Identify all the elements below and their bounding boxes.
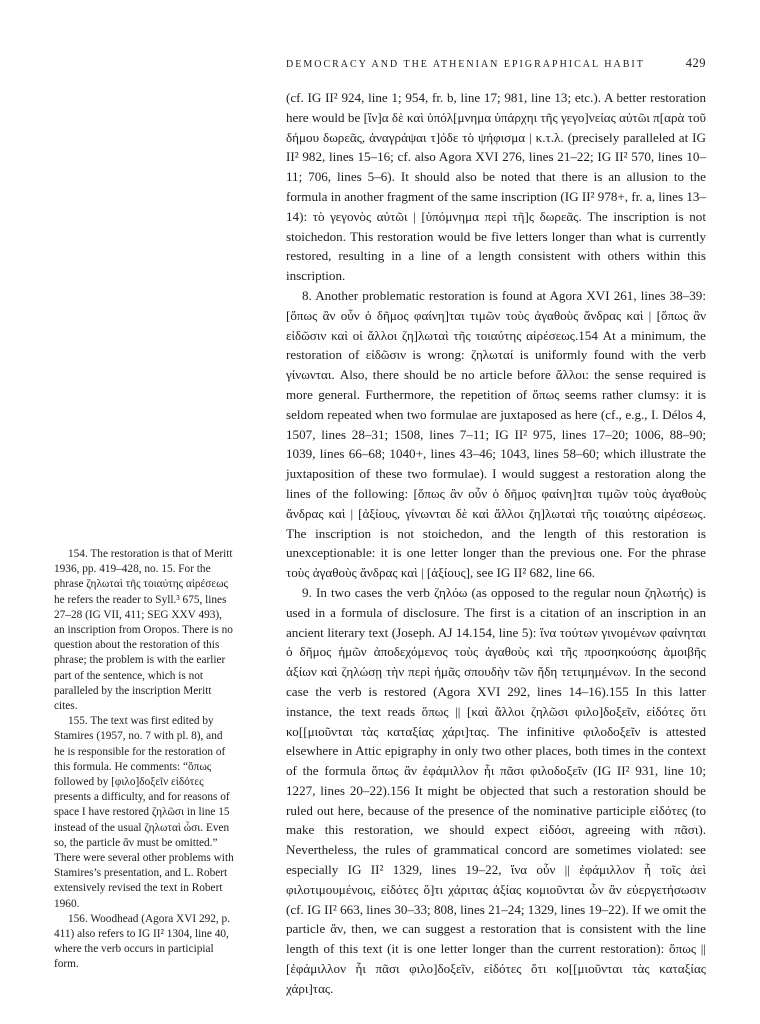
running-head [286,56,706,71]
footnote-156: 156. Woodhead (Agora XVI 292, p. 411) also refers to IG II² 1304, line 40, where the verb occurs in participial form. [54,912,231,971]
paragraph-continuation: (cf. IG II² 924, line 1; 954, fr. b, line 17; 981, line 13; etc.). A better restoration here would be [ἵν]α δὲ καὶ ὑπόλ[μνημα ὑπάρχηι τῆς γεγο]νείας αὐτῶι π[αρὰ τοῦ δήμου δωρεᾶς, ἀναγράψαι τ]όδε τὸ ψήφισμα | κ.τ.λ. (precisely paralleled at IG II² 982, lines 15–16; cf. also Agora XVI 276, lines 21–22; IG II² 570, lines 10–11; 706, lines 5–6). It should also be noted that there is an allusion to the formula in another fragment of the same inscription (IG II² 978+, fr. a, lines 13–14): τὸ γεγονὸς αὐτῶι | [ὑπόμνημα περὶ τῆ]ς δωρεᾶς. The inscription is not stoichedon. This restoration would be five letters longer than what is currently restored, resulting in a line of a length consistent with others within this inscription. [286,90,706,284]
running-title: DEMOCRACY AND THE ATHENIAN EPIGRAPHICAL HABIT [286,59,645,70]
footnote-155: 155. The text was first edited by Stamires (1957, no. 7 with pl. 8), and he is responsible for the restoration of this formula. He comments: “ὅπως followed by [φιλο]δοξεῖν εἰδότες presents a difficulty, and for reasons of space I have restored ζηλῶσι in line 15 instead of the usual ζηλωταὶ ὦσι. Even so, the particle ἂν must be omitted.” There were several other problems with Stamires’s presentation, and L. Robert extensively revised the text in Robert 1960. [54,715,234,910]
paragraph-9: 9. In two cases the verb ζηλόω (as opposed to the regular noun ζηλωτής) is used in a formula of disclosure. The first is a citation of an inscription in an ancient literary text (Joseph. AJ 14.154, line 5): ἵνα τούτων γινομένων φαίνηται ὁ δῆμος ἡμῶν ἀποδεχόμενος τοὺς ἀγαθοὺς καὶ τῆς προσηκούσης ἀμοιβῆς ἀξίων καὶ ζηλώσῃ τὴν περὶ ἡμᾶς σπουδὴν τῶν ἤδη τετιμημένων. In the second case the verb is restored (Agora XVI 292, lines 14–16).155 In this latter instance, the text reads ὅπως || [καὶ ἄλλοι ζηλῶσι φιλο]δοξεῖν, εἰδότες ὅτι κο[[μιοῦνται τὰς καταξίας χάρι]τας. The infinitive φιλοδοξεῖν is attested elsewhere in Attic epigraphy in only two other places, both times in the context of the formula ὅπως ἂν ἐφάμιλλον ἧι πᾶσι φιλοδοξεῖν (IG II² 931, line 10; 1227, lines 20–22).156 It might be objected that such a restoration should be ruled out here, because of the presence of the nominative participle εἰδότες (to make this restoration, we should expect εἰδόσι, agreeing with πᾶσι). Nevertheless, the rules of grammatical concord are sometimes violated: see especially IG II² 1329, lines 19–22, ἵνα οὖν || ἐφάμιλλον ἧ τοῖς ἀεὶ φιλοτιμουμένοις, εἰδότες ὅ]τι χάριτας ἀξίας κομιοῦνται ὧν ἂν εὐεργετήσωσιν (cf. IG II² 663, lines 30–33; 808, lines 21–24; 1329, lines 19–22). If we omit the particle ἄν, then, we can suggest a restoration that is consistent with the line length of this text (it is one letter longer than the current restoration): ὅπως || [ἐφάμιλλον ἧι πᾶσι φιλο]δοξεῖν, εἰδότες ὅτι κο[[μιοῦνται τὰς καταξίας χάρι]τας. [286,584,706,996]
main-text-column [286,88,706,999]
footnotes-column [54,547,234,973]
footnote-154: 154. The restoration is that of Meritt 1936, pp. 419–428, no. 15. For the phrase ζηλωταὶ τῆς τοιαύτης αἱρέσεως he refers the reader to Syll.³ 675, lines 27–28 (IG VII, 411; SEG XXV 493), an inscription from Oropos. There is no question about the restoration of this phrase; the problem is with the earlier part of the sentence, which is not paralleled by the inscription Meritt cites. [54,548,233,713]
paragraph-8: 8. Another problematic restoration is found at Agora XVI 261, lines 38–39: [ὅπως ἂν οὖν ὁ δῆμος φαίνη]ται τιμῶν τοὺς ἀγαθοὺς ἄνδρας καὶ | [ὅπως ἂν εἰδῶσιν καὶ οἱ ἄλλοι ζη]λωταὶ τῆς τοιαύτης αἱρέσεως.154 At a minimum, the restoration of εἰδῶσιν is wrong: ζηλωταί is uniformly found with the verb γίνωνται. Also, there should be no article before ἄλλοι: the sense required is more general. Furthermore, the repetition of ὅπως seems rather clumsy: it is seldom repeated when two formulae are juxtaposed as here (cf., e.g., I. Délos 4, 1507, lines 28–31; 1508, lines 7–11; IG II² 975, lines 17–20; 1006, 88–90; 1039, lines 66–68; 1040+, lines 43–46; 1043, lines 58–60; which illustrate the juxtaposition of these two formulae). I would suggest a restoration along the lines of the following: [ὅπως ἂν οὖν ὁ δῆμος φαίνη]ται τιμῶν τοὺς ἀγαθοὺς ἄνδρας καὶ | [ἀξίους, γίνωνται δὲ καὶ ἄλλοι ζη]λωταὶ τῆς τοιαύτης αἱρέσεως. The inscription is not stoichedon, and the length of this restoration is unexceptionable: it is one letter longer than the previous one. For the phrase τοὺς ἀγαθοὺς ἄνδρας καὶ | [ἀξίους], see IG II² 682, line 66. [286,287,706,581]
page-number: 429 [685,56,706,70]
